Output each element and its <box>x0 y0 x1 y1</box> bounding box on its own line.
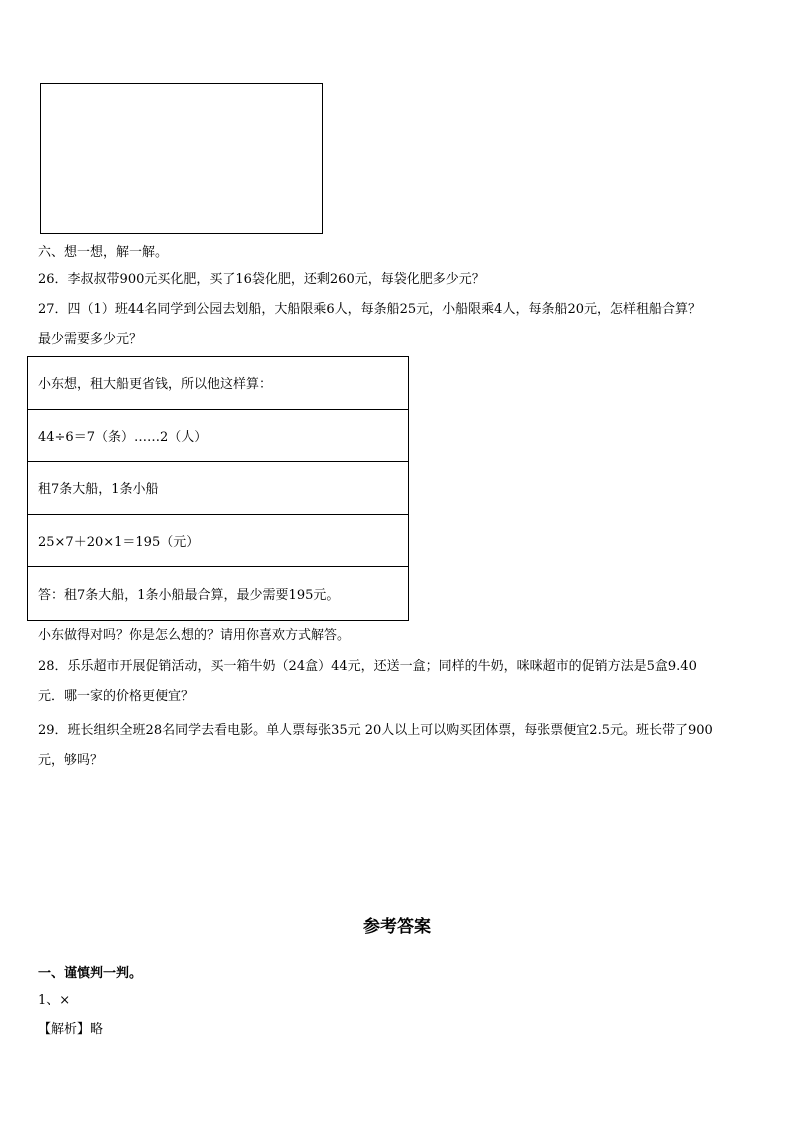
question-27-followup: 小东做得对吗？你是怎么想的？请用你喜欢方式解答。 <box>38 628 351 643</box>
question-27-line1: 27．四（1）班44名同学到公园去划船，大船限乘6人，每条船25元，小船限乘4人，每条船20元，怎样租船合算？ <box>38 302 701 317</box>
answer-title: 参考答案 <box>363 917 431 937</box>
answer-1-analysis: 【解析】略 <box>38 1022 104 1037</box>
drawing-box <box>40 83 323 234</box>
question-28-line2: 元．哪一家的价格更便宜？ <box>38 689 195 704</box>
question-26: 26．李叔叔带900元买化肥，买了16袋化肥，还剩260元，每袋化肥多少元？ <box>38 272 485 287</box>
solution-row: 25×7＋20×1＝195（元） <box>28 515 408 568</box>
section-six-heading: 六、想一想，解一解。 <box>38 245 169 260</box>
solution-table <box>27 356 409 621</box>
solution-row: 租7条大船，1条小船 <box>28 462 408 515</box>
question-28-line1: 28．乐乐超市开展促销活动，买一箱牛奶（24盒）44元，还送一盒；同样的牛奶，咪咪超市的促销方法是5盒9.40 <box>38 659 697 674</box>
question-27-line2: 最少需要多少元？ <box>38 332 143 347</box>
answer-section-one: 一、谨慎判一判。 <box>38 966 143 981</box>
question-29-line1: 29．班长组织全班28名同学去看电影。单人票每张35元 20人以上可以购买团体票，每张票便宜2.5元。班长带了900 <box>38 723 713 738</box>
answer-1: 1、× <box>38 993 71 1008</box>
solution-row: 44÷6＝7（条）……2（人） <box>28 410 408 463</box>
question-29-line2: 元，够吗？ <box>38 753 104 768</box>
solution-row: 答：租7条大船，1条小船最合算，最少需要195元。 <box>38 588 340 604</box>
solution-row: 小东想，租大船更省钱，所以他这样算： <box>28 357 408 410</box>
